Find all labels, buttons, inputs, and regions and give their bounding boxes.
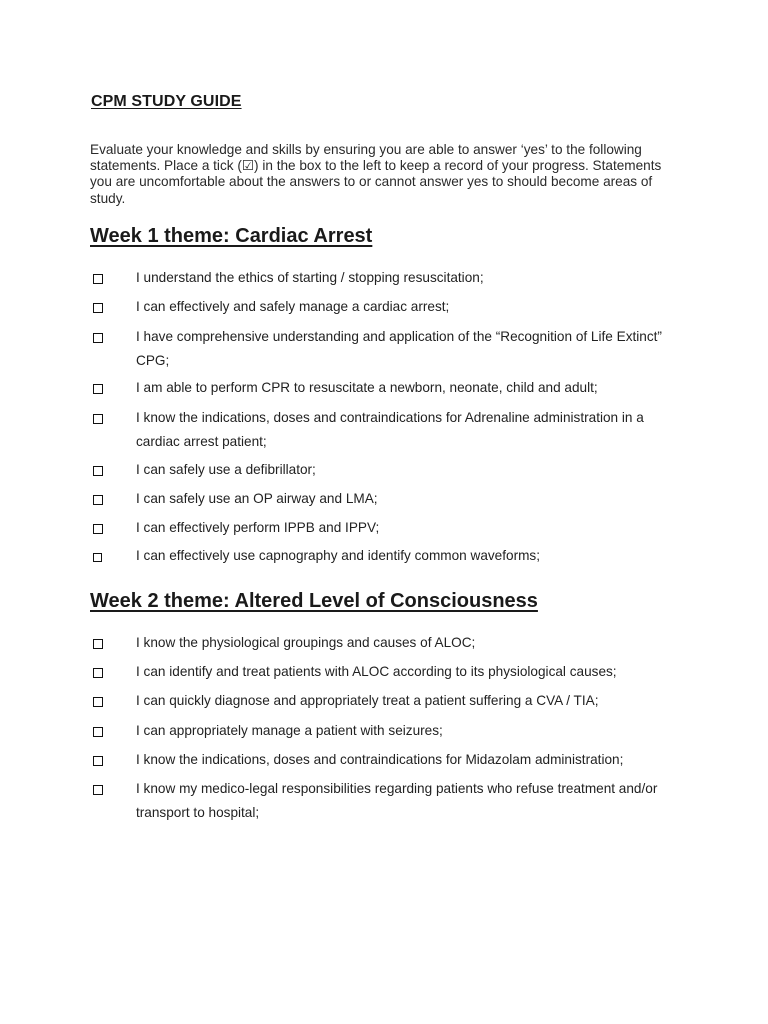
- checkbox[interactable]: [93, 495, 103, 505]
- week2-heading: Week 2 theme: Altered Level of Consciousness: [90, 590, 538, 612]
- checkbox[interactable]: [93, 639, 103, 649]
- checklist-item-text: I know the indications, doses and contraindications for Adrenaline administration in a cardiac arrest patient;: [136, 410, 644, 449]
- checklist-item-text: I can effectively use capnography and identify common waveforms;: [136, 548, 540, 563]
- checkbox[interactable]: [93, 333, 103, 343]
- checkbox[interactable]: [93, 274, 103, 284]
- checklist-item-text: I can effectively and safely manage a cardiac arrest;: [136, 299, 450, 314]
- checkbox[interactable]: [93, 668, 103, 678]
- checklist-item-text: I know my medico-legal responsibilities regarding patients who refuse treatment and/or transport to hospital;: [136, 781, 658, 820]
- checkbox[interactable]: [93, 303, 103, 313]
- checkbox[interactable]: [93, 414, 103, 424]
- checklist-item-text: I am able to perform CPR to resuscitate a newborn, neonate, child and adult;: [136, 380, 598, 395]
- checkbox[interactable]: [93, 524, 103, 534]
- checkbox[interactable]: [93, 553, 102, 562]
- week1-heading: Week 1 theme: Cardiac Arrest: [90, 225, 373, 247]
- page-title: CPM STUDY GUIDE: [91, 93, 242, 110]
- checklist-item-text: I can effectively perform IPPB and IPPV;: [136, 520, 380, 535]
- checklist-item-text: I can appropriately manage a patient with seizures;: [136, 723, 443, 738]
- checklist-item-text: I can quickly diagnose and appropriately treat a patient suffering a CVA / TIA;: [136, 693, 599, 708]
- checklist-item-text: I can identify and treat patients with ALOC according to its physiological causes;: [136, 664, 617, 679]
- checkbox[interactable]: [93, 727, 103, 737]
- checklist-item-text: I have comprehensive understanding and application of the “Recognition of Life Extinct” CPG;: [136, 329, 662, 368]
- checklist-item-text: I can safely use an OP airway and LMA;: [136, 491, 378, 506]
- checkbox[interactable]: [93, 756, 103, 766]
- checkbox[interactable]: [93, 697, 103, 707]
- checkbox[interactable]: [93, 466, 103, 476]
- checkbox[interactable]: [93, 384, 103, 394]
- checklist-item-text: I know the physiological groupings and causes of ALOC;: [136, 635, 476, 650]
- checklist-item-text: I can safely use a defibrillator;: [136, 462, 316, 477]
- checklist-item-text: I understand the ethics of starting / stopping resuscitation;: [136, 270, 484, 285]
- intro-paragraph: Evaluate your knowledge and skills by ensuring you are able to answer ‘yes’ to the following statements. Place a tick (☑) in the box to the left to keep a record of your progress. Statements you are uncomfortable about the answers to or cannot answer yes to should become areas of study.: [90, 142, 662, 206]
- checklist-item-text: I know the indications, doses and contraindications for Midazolam administration;: [136, 752, 624, 767]
- checkbox[interactable]: [93, 785, 103, 795]
